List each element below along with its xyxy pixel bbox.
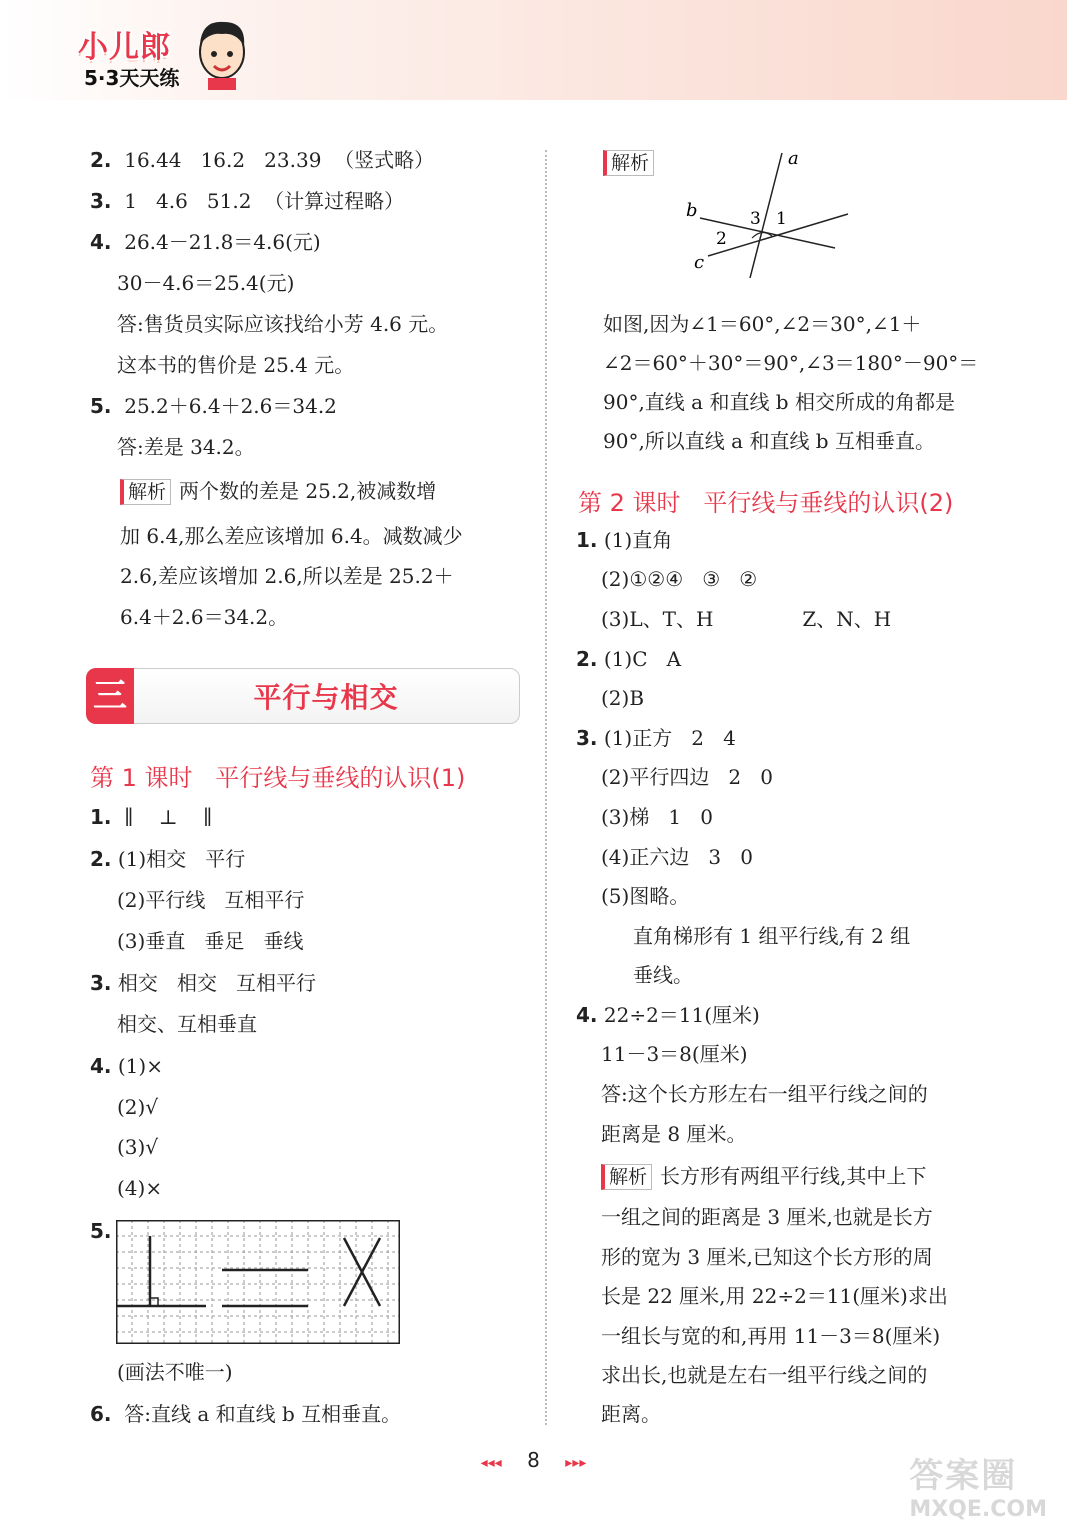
answer-2: 2. 16.44 16.2 23.39 （竖式略） xyxy=(90,148,435,172)
l2-answer-4: 4. 22÷2＝11(厘米) xyxy=(576,1003,760,1027)
l1-answer-5: 5. xyxy=(90,1219,112,1243)
analysis-1: 解析 两个数的差是 25.2,被减数增 xyxy=(120,477,436,505)
l2-answer-3-line: (3)梯 1 0 xyxy=(601,805,713,829)
label-c: c xyxy=(694,252,705,273)
mascot-icon xyxy=(192,14,252,92)
angle-2-label: 2 xyxy=(716,229,727,249)
l2-answer-1: 1. (1)直角 xyxy=(576,528,673,552)
analysis-2-line: 90°,所以直线 a 和直线 b 互相垂直。 xyxy=(603,429,935,453)
analysis-1-line: 2.6,差应该增加 2.6,所以差是 25.2＋ xyxy=(120,564,454,588)
l2-answer-4-line: 答:这个长方形左右一组平行线之间的 xyxy=(601,1082,928,1106)
analysis-tag: 解析 xyxy=(603,150,654,176)
brand-logo: 小儿郎 xyxy=(78,30,171,65)
l1-answer-2-line: (3)垂直 垂足 垂线 xyxy=(117,929,304,953)
l1-answer-2: 2. (1)相交 平行 xyxy=(90,847,246,871)
answer-3: 3. 1 4.6 51.2 （计算过程略） xyxy=(90,189,405,213)
l1-answer-5-note: (画法不唯一) xyxy=(117,1360,233,1384)
analysis-3-line: 形的宽为 3 厘米,已知这个长方形的周 xyxy=(601,1245,933,1269)
l2-answer-2: 2. (1)C A xyxy=(576,647,682,671)
l2-answer-4-line: 距离是 8 厘米。 xyxy=(601,1122,747,1146)
l2-answer-3-line: 直角梯形有 1 组平行线,有 2 组 xyxy=(633,924,911,948)
answer-4: 4. 26.4－21.8＝4.6(元) xyxy=(90,230,321,254)
unit-number: 三 xyxy=(86,668,134,724)
analysis-3-line: 距离。 xyxy=(601,1402,661,1426)
analysis-tag: 解析 xyxy=(120,479,171,505)
analysis-3-line: 一组之间的距离是 3 厘米,也就是长方 xyxy=(601,1205,933,1229)
analysis-2-line: 90°,直线 a 和直线 b 相交所成的角都是 xyxy=(603,390,955,414)
l2-answer-3: 3. (1)正方 2 4 xyxy=(576,726,736,750)
l2-answer-4-line: 11－3＝8(厘米) xyxy=(601,1042,748,1066)
answer-5-line: 答:差是 34.2。 xyxy=(117,435,255,459)
analysis-3-line: 长是 22 厘米,用 22÷2＝11(厘米)求出 xyxy=(601,1284,948,1308)
angle-1-label: 1 xyxy=(776,209,787,229)
next-arrows-icon: ▸▸▸ xyxy=(565,1455,587,1471)
l2-answer-3-line: (5)图略。 xyxy=(601,884,690,908)
l1-answer-4-line: (3)√ xyxy=(117,1135,159,1159)
analysis-2-line: 如图,因为∠1＝60°,∠2＝30°,∠1＋ xyxy=(603,312,922,336)
answer-5: 5. 25.2＋6.4＋2.6＝34.2 xyxy=(90,394,337,418)
l2-answer-3-line: (4)正六边 3 0 xyxy=(601,845,753,869)
grid-drawing xyxy=(116,1220,400,1344)
l2-answer-1-line: (3)L、T、H Z、N、H xyxy=(601,607,892,631)
l1-answer-6: 6. 答:直线 a 和直线 b 互相垂直。 xyxy=(90,1402,402,1426)
l1-answer-4-line: (2)√ xyxy=(117,1095,159,1119)
analysis-3-line: 一组长与宽的和,再用 11－3＝8(厘米) xyxy=(601,1324,941,1348)
answer-4-line: 这本书的售价是 25.4 元。 xyxy=(117,353,355,377)
l1-answer-1: 1. ∥ ⊥ ∥ xyxy=(90,805,213,829)
l2-answer-3-line: (2)平行四边 2 0 xyxy=(601,765,773,789)
angle-3-label: 3 xyxy=(750,209,761,229)
analysis-1-line: 6.4＋2.6＝34.2。 xyxy=(120,605,289,629)
page-footer xyxy=(0,1448,1067,1472)
analysis-1-line: 加 6.4,那么差应该增加 6.4。减数减少 xyxy=(120,524,463,548)
l1-answer-4: 4. (1)× xyxy=(90,1054,163,1078)
l2-answer-2-line: (2)B xyxy=(601,686,645,710)
analysis-tag: 解析 xyxy=(601,1164,652,1190)
l1-answer-2-line: (2)平行线 互相平行 xyxy=(117,888,305,912)
l2-answer-3-line: 垂线。 xyxy=(633,963,693,987)
page-number: 8 xyxy=(527,1448,540,1472)
prev-arrows-icon: ◂◂◂ xyxy=(480,1455,502,1471)
answer-4-line: 答:售货员实际应该找给小芳 4.6 元。 xyxy=(117,312,449,336)
l1-answer-3: 3. 相交 相交 互相平行 xyxy=(90,971,317,995)
watermark-site: MXQE.COM xyxy=(909,1497,1047,1522)
watermark xyxy=(909,1448,1047,1522)
l1-answer-4-line: (4)× xyxy=(117,1176,163,1200)
unit-title: 平行与相交 xyxy=(253,681,399,714)
lesson-2-title: 第 2 课时 平行线与垂线的认识(2) xyxy=(578,489,954,517)
intersecting-lines-diagram xyxy=(680,148,860,278)
lesson-1-title: 第 1 课时 平行线与垂线的认识(1) xyxy=(90,764,466,792)
column-divider xyxy=(545,150,547,1425)
analysis-3: 解析 长方形有两组平行线,其中上下 xyxy=(601,1162,926,1190)
watermark-brand: 答案圈 xyxy=(909,1456,1018,1496)
l2-answer-1-line: (2)①②④ ③ ② xyxy=(601,567,758,591)
label-a: a xyxy=(788,148,799,169)
l1-answer-3-line: 相交、互相垂直 xyxy=(117,1012,257,1036)
series-title: 5·3天天练 xyxy=(84,66,180,90)
analysis-3-line: 求出长,也就是左右一组平行线之间的 xyxy=(601,1363,928,1387)
analysis-2-line: ∠2＝60°＋30°＝90°,∠3＝180°－90°＝ xyxy=(603,351,979,375)
answer-4-line: 30－4.6＝25.4(元) xyxy=(117,271,295,295)
label-b: b xyxy=(686,200,698,221)
